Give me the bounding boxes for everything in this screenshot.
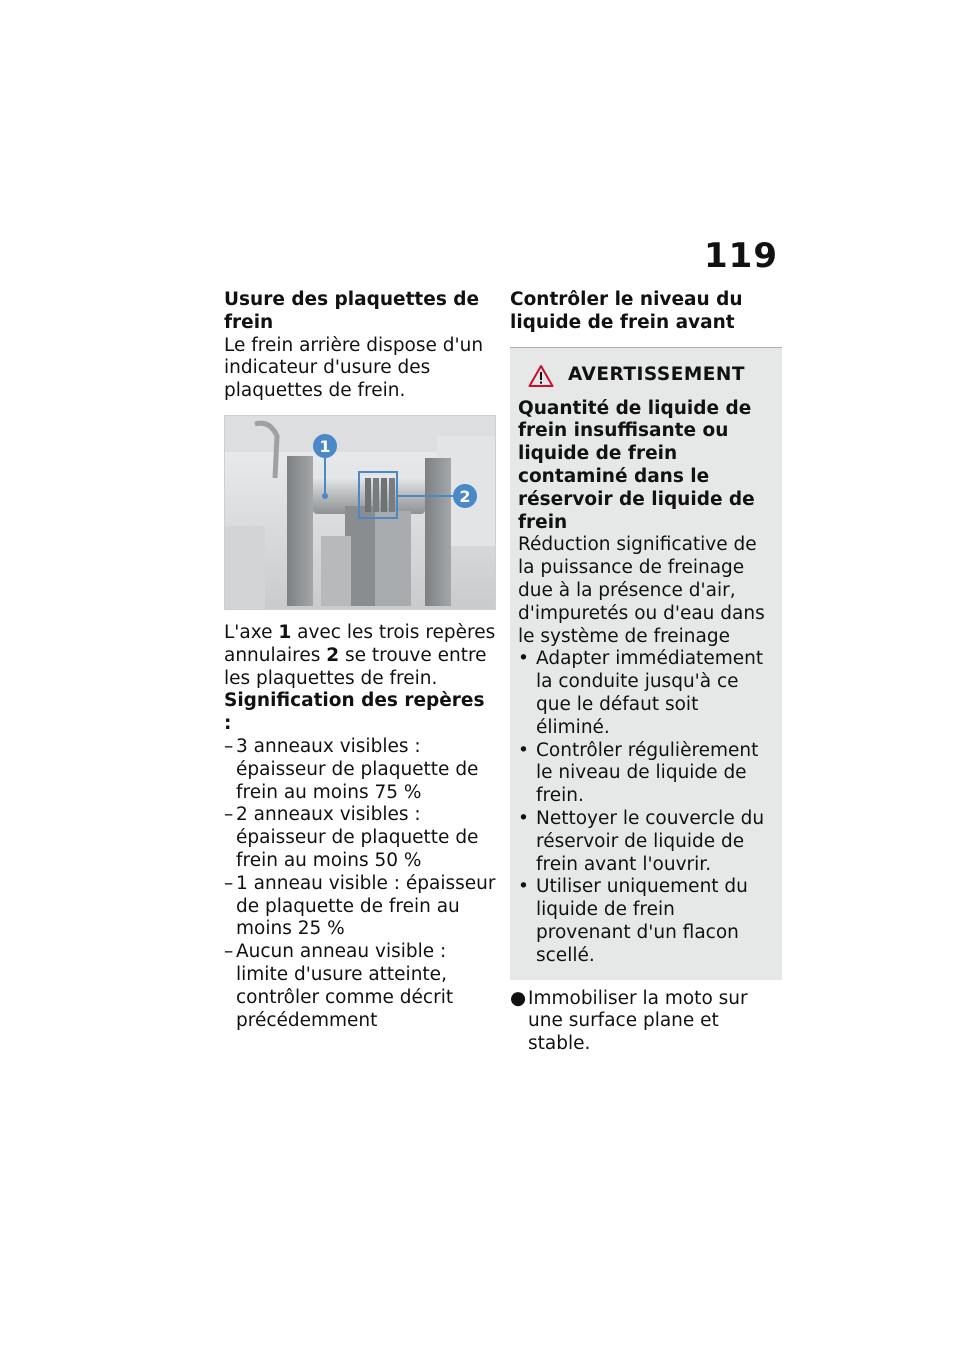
list-item: [518, 876, 774, 967]
callout-1: 1: [319, 436, 331, 456]
dash-marker: –: [224, 735, 234, 757]
right-column: [510, 289, 782, 1056]
step-marker: ●: [510, 987, 527, 1009]
list-item: [518, 648, 774, 739]
list-item-text: Aucun anneau visible : limite d'usure atteinte, contrôler comme décrit précédemment: [236, 941, 454, 1031]
page-number: 119: [704, 236, 778, 276]
caption-text-post: se trouve entre les plaquettes de frein.: [224, 644, 487, 689]
warning-label: AVERTISSEMENT: [568, 364, 746, 386]
brake-pad-photo: [224, 415, 496, 610]
caption-ref-1: 1: [278, 621, 292, 643]
list-item-text: Adapter immédiatement la conduite jusqu'à ce que le défaut soit éliminé.: [536, 648, 764, 738]
dash-marker: –: [224, 941, 234, 963]
step-item: [510, 988, 782, 1056]
list-item: [224, 873, 496, 941]
list-item: [518, 740, 774, 808]
marker-list: [224, 736, 496, 1032]
warning-header: [528, 364, 774, 388]
callout-2: 2: [459, 486, 471, 506]
bullet-marker: •: [518, 876, 529, 898]
list-item: [224, 804, 496, 872]
warning-box: [510, 347, 782, 980]
brake-caliper-illustration: [225, 416, 495, 609]
caption-text-pre: L'axe: [224, 621, 279, 643]
list-item: [224, 941, 496, 1032]
caption-ref-2: 2: [326, 644, 340, 666]
markers-subtitle: Signification des repères :: [224, 690, 485, 735]
list-item-text: Contrôler régulièrement le niveau de liquide de frein.: [536, 739, 759, 807]
dash-marker: –: [224, 804, 234, 826]
dash-marker: –: [224, 872, 234, 894]
list-item-text: 3 anneaux visibles : épaisseur de plaquette de frein au moins 75 %: [236, 735, 479, 803]
section-title: Usure des plaquettes de frein: [224, 289, 480, 333]
bullet-marker: •: [518, 739, 529, 761]
warning-heading: Quantité de liquide de frein insuffisante ou liquide de frein contaminé dans le réservoir de liquide de frein: [518, 397, 755, 533]
intro-paragraph: Le frein arrière dispose d'un indicateur d'usure des plaquettes de frein.: [224, 334, 484, 402]
warning-triangle-icon: [528, 364, 554, 388]
list-item-text: Utiliser uniquement du liquide de frein provenant d'un flacon scellé.: [536, 876, 748, 966]
step-text: Immobiliser la moto sur une surface plane et stable.: [528, 987, 748, 1055]
section-title: Contrôler le niveau du liquide de frein avant: [510, 289, 743, 333]
left-column: [224, 289, 496, 1032]
list-item-text: Nettoyer le couvercle du réservoir de liquide de frein avant l'ouvrir.: [536, 807, 765, 875]
list-item-text: 1 anneau visible : épaisseur de plaquette de frein au moins 25 %: [236, 872, 496, 940]
bullet-marker: •: [518, 807, 529, 829]
bullet-marker: •: [518, 648, 529, 670]
warning-list: [518, 648, 774, 967]
list-item: [224, 736, 496, 804]
figure-caption: [224, 622, 496, 690]
caption-text-mid: avec les trois repères annulaires: [224, 621, 496, 666]
warning-body: Réduction significative de la puissance de freinage due à la présence d'air, d'impuretés ou d'eau dans le système de freinage: [518, 534, 765, 647]
list-item-text: 2 anneaux visibles : épaisseur de plaquette de frein au moins 50 %: [236, 804, 479, 871]
list-item: [518, 808, 774, 876]
